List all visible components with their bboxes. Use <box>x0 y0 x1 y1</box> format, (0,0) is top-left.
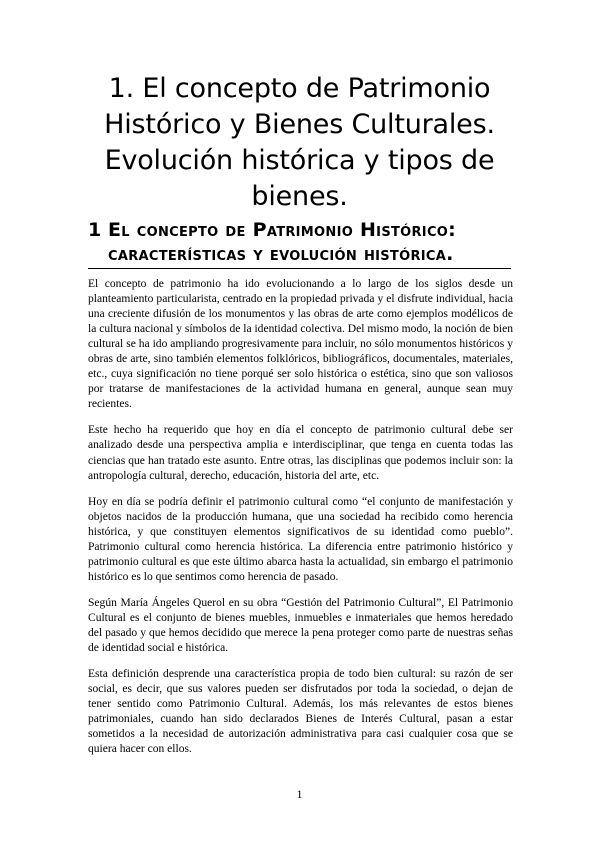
section-number: 1 <box>88 219 102 241</box>
paragraph: El concepto de patrimonio ha ido evolucionando a lo largo de los siglos desde un planteamiento particularista, centrado en la propiedad privada y el disfrute individual, hacia una creciente difusión de los monumentos y las obras de arte como ejemplos modélicos de la cultura nacional y símbolos de la identidad colectiva. Del mismo modo, la noción de bien cultural se ha ido ampliando progresivamente para incluir, no sólo monumentos históricos y obras de arte, sino también elementos folklóricos, bibliográficos, documentales, materiales, etc., cuya significación no tiene porqué ser solo histórica o estética, sino que son valiosos por tratarse de manifestaciones de la actividad humana en general, aunque sean muy recientes. <box>88 278 513 411</box>
body-text <box>88 277 513 768</box>
section-header <box>88 218 511 269</box>
paragraph: Hoy en día se podría definir el patrimonio cultural como “el conjunto de manifestación y objetos nacidos de la producción humana, que una sociedad ha recibido como herencia histórica, y que constituyen elementos significativos de su identidad como pueblo”. Patrimonio cultural como herencia histórica. La diferencia entre patrimonio histórico y patrimonio cultural es que este último abarca hasta la actualidad, sin embargo el patrimonio histórico es lo que sentimos como herencia de pasado. <box>88 495 513 583</box>
document-title: 1. El concepto de Patrimonio Histórico y Bienes Culturales. Evolución histórica y tipos de bienes. <box>104 73 495 212</box>
section-heading: El concepto de Patrimonio Histórico: características y evolución histórica. <box>108 219 457 265</box>
paragraph: Este hecho ha requerido que hoy en día el concepto de patrimonio cultural debe ser analizado desde una perspectiva amplia e interdisciplinar, que tenga en cuenta todas las ciencias que han tratado este asunto. Entre otras, las disciplinas que podemos incluir son: la antropología cultural, derecho, educación, historia del arte, etc. <box>88 424 513 482</box>
paragraph: Esta definición desprende una característica propia de todo bien cultural: su razón de ser social, es decir, que sus valores pueden ser disfrutados por toda la sociedad, o dejan de tener sentido como Patrimonio Cultural. Además, los más relevantes de estos bienes patrimoniales, cuando han sido declarados Bienes de Interés Cultural, pasan a estar sometidos a la necesidad de autorización administrativa para casi cualquier cosa que se quiera hacer con ellos. <box>88 668 513 756</box>
paragraph: Según María Ángeles Querol en su obra “Gestión del Patrimonio Cultural”, El Patrimonio Cultural es el conjunto de bienes muebles, inmuebles e inmateriales que hemos heredado del pasado y que hemos decidido que merece la pena proteger como parte de nuestras señas de identidad social e histórica. <box>88 596 513 655</box>
page-number: 1 <box>296 787 303 801</box>
